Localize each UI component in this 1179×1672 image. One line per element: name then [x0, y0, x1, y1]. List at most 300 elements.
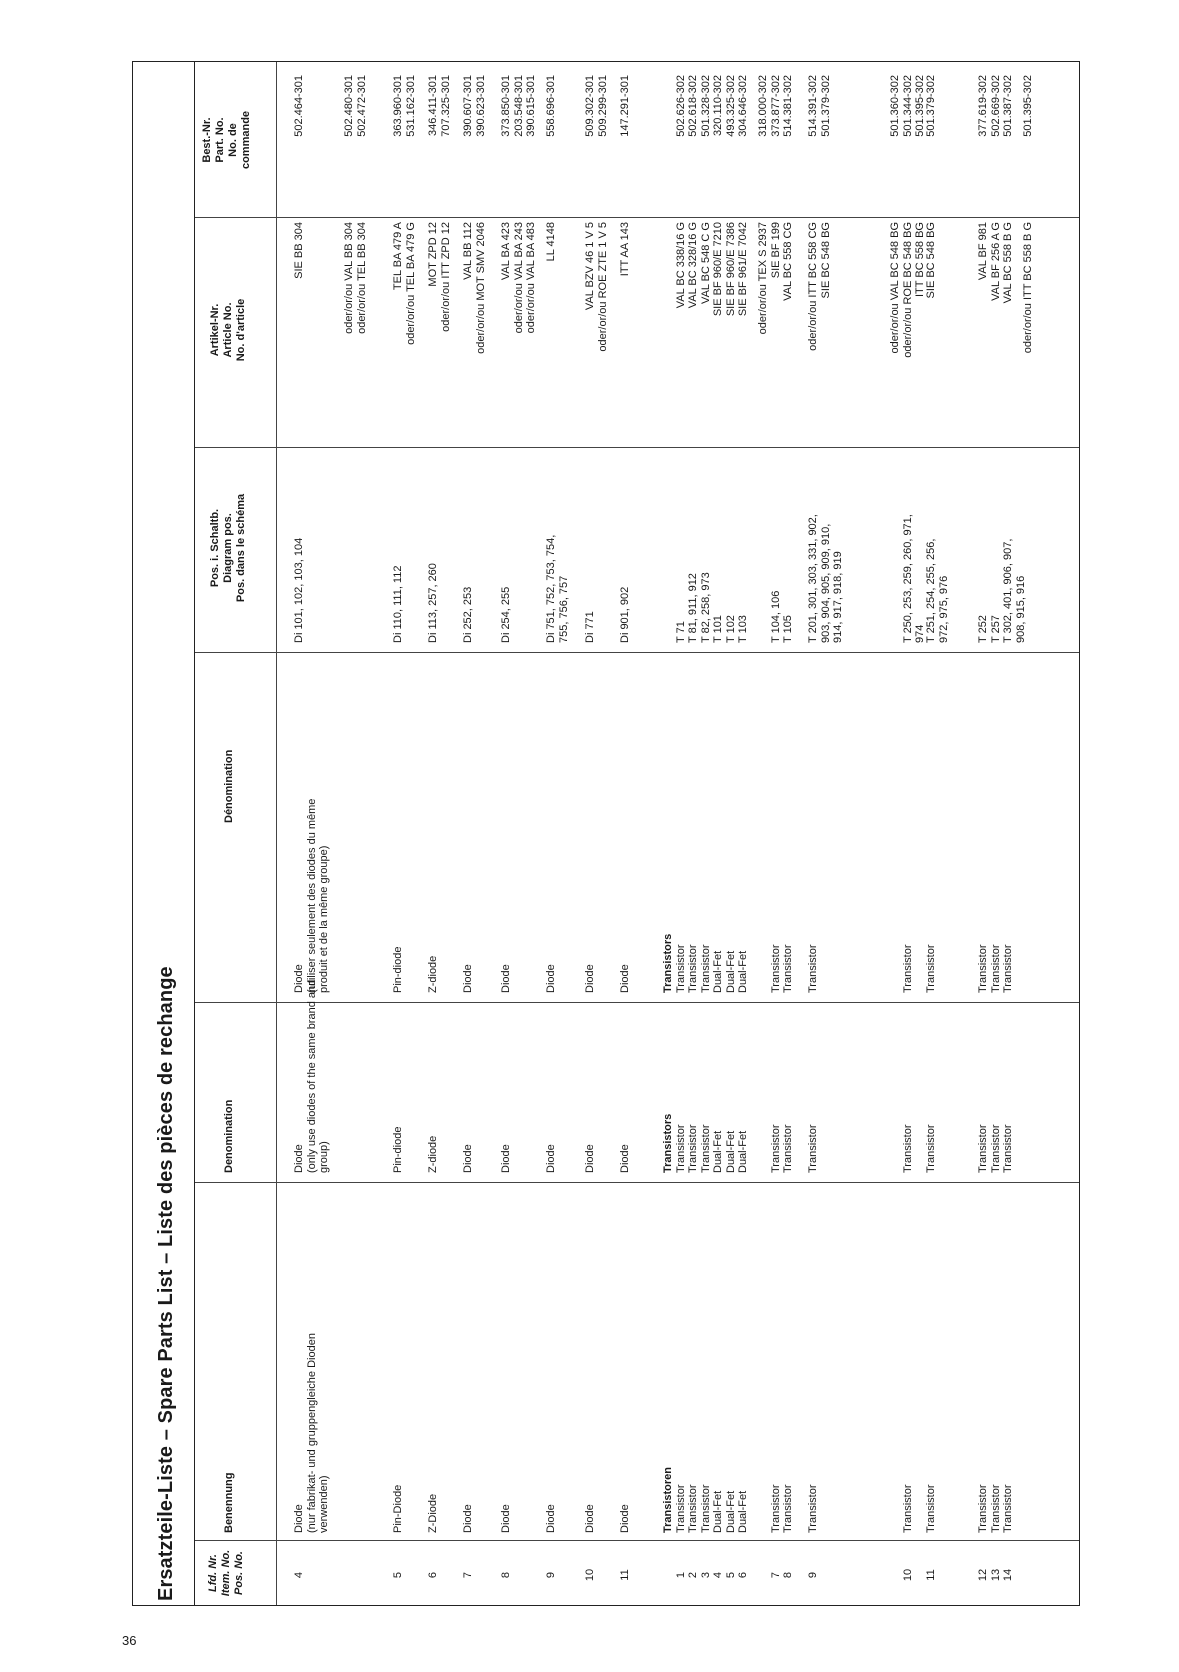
cell-line — [1022, 1555, 1035, 1595]
cell-line: 914, 917, 918, 919 — [832, 551, 844, 643]
cell-part-no — [1022, 75, 1035, 210]
cell-line: Diode — [545, 1144, 557, 1173]
cell-line: VAL BC 558 B G — [1002, 222, 1014, 304]
cell-line — [889, 1555, 902, 1595]
cell-line: SIE BF 199 — [769, 222, 782, 279]
cell-article-no — [584, 222, 609, 438]
cell-line: 377.619-302 — [977, 75, 989, 137]
cell-line: 502.464-301 — [293, 75, 305, 137]
cell-benennung — [1022, 1203, 1035, 1533]
cell-line: Di 901, 902 — [619, 586, 631, 643]
cell-line: Transistor — [782, 1124, 794, 1173]
cell-line: Pin-diode — [392, 1126, 404, 1173]
cell-line: 13 — [989, 1568, 1002, 1582]
cell-diagram-pos — [889, 443, 927, 643]
cell-line: Transistor — [807, 944, 819, 993]
header-benennung: Benennung — [223, 1472, 235, 1533]
cell-line: Z-Diode — [427, 1493, 439, 1533]
cell-denomination-fr — [500, 693, 513, 993]
cell-line: Di 252, 253 — [462, 586, 474, 643]
cell-article-no — [977, 222, 1015, 438]
cell-line: T 102 — [724, 615, 737, 643]
cell-line: SIE BB 304 — [293, 222, 305, 279]
cell-line: 502.480-301 — [343, 75, 355, 137]
cell-line: Transistoren — [662, 1466, 674, 1533]
cell-line: ITT AA 143 — [619, 222, 631, 277]
cell-denomination-fr — [662, 693, 750, 993]
cell-line: T 257 — [989, 615, 1002, 643]
cell-line: oder/or/ou VAL BB 304 — [343, 222, 355, 334]
cell-line: 346.411-301 — [427, 75, 439, 136]
cell-line: Di 751, 752, 753, 754, — [545, 534, 557, 643]
cell-article-no — [462, 222, 487, 438]
cell-line: ITT BC 558 BG — [914, 222, 926, 297]
cell-article-no — [807, 222, 832, 438]
cell-line: 501.360-302 — [889, 75, 901, 137]
cell-benennung — [619, 1203, 632, 1533]
cell-benennung — [584, 1203, 597, 1533]
cell-line: 755, 756, 757 — [557, 575, 570, 643]
cell-line: LL 4148 — [545, 222, 557, 262]
cell-line: oder/or/ou TEL BB 304 — [355, 222, 368, 334]
cell-line: Transistor — [699, 1484, 712, 1533]
cell-benennung — [662, 1203, 750, 1533]
cell-line: T 71 — [674, 621, 687, 643]
cell-line: Diode — [500, 1144, 512, 1173]
cell-line: 147.291-301 — [619, 75, 631, 137]
cell-line: Diode — [462, 1144, 474, 1173]
cell-line: oder/or/ou ITT BC 558 CG — [807, 222, 819, 351]
cell-line: Transistor — [687, 1484, 699, 1533]
cell-line: Dual-Fet — [724, 1490, 737, 1533]
cell-line: 493.325-302 — [724, 75, 737, 137]
cell-line: 6 — [427, 1571, 439, 1579]
cell-line: 318.000-302 — [757, 75, 769, 137]
cell-line: 558.696-301 — [545, 75, 557, 137]
cell-line: 390.607-301 — [462, 75, 474, 137]
cell-line: 10 — [901, 1568, 914, 1582]
cell-line: VAL BA 423 — [500, 222, 512, 281]
cell-line: 502.472-301 — [355, 75, 368, 137]
cell-line: Dual-Fet — [737, 950, 749, 993]
cell-denomination-fr — [584, 693, 597, 993]
cell-line: VAL BC 558 CG — [782, 222, 794, 301]
cell-line: Diode — [293, 964, 305, 993]
cell-line: T 104, 106 — [769, 590, 782, 643]
cell-part-no — [977, 75, 1015, 210]
page-title: Ersatzteile-Liste – Spare Parts List – Liste des pièces de rechange — [155, 966, 177, 1601]
cell-line: Transistor — [769, 944, 782, 993]
cell-line: 363.960-301 — [392, 75, 404, 137]
cell-part-no — [662, 75, 750, 210]
cell-line — [318, 222, 331, 438]
cell-line: 509.302-301 — [584, 75, 596, 137]
cell-item-no — [545, 1555, 558, 1595]
cell-line: T 250, 253, 259, 260, 971, — [901, 514, 914, 643]
cell-part-no — [500, 75, 538, 210]
cell-line: 390.623-301 — [474, 75, 487, 137]
cell-line: 320.110-302 — [712, 75, 724, 136]
cell-line: 373.850-301 — [500, 75, 512, 137]
cell-line: T 81, 911, 912 — [687, 573, 699, 643]
cell-line: 4 — [293, 1571, 305, 1579]
cell-line: 531.162-301 — [404, 75, 417, 137]
cell-item-no — [757, 1555, 795, 1595]
cell-line: 501.379-302 — [925, 75, 937, 137]
cell-line: Di 771 — [584, 611, 596, 643]
cell-article-no — [392, 222, 417, 438]
cell-diagram-pos — [584, 443, 597, 643]
cell-part-no — [462, 75, 487, 210]
cell-line: Dual-Fet — [737, 1130, 749, 1173]
cell-part-no — [807, 75, 832, 210]
cell-line: Diode — [584, 1504, 596, 1533]
cell-line: 501.395-302 — [1022, 75, 1034, 137]
cell-article-no — [293, 222, 368, 438]
cell-line: Dual-Fet — [712, 950, 724, 993]
cell-item-no — [584, 1555, 597, 1595]
cell-line: 514.381-302 — [782, 75, 794, 137]
cell-line: VAL BC 328/16 G — [687, 222, 699, 309]
cell-line — [662, 443, 675, 643]
cell-diagram-pos — [807, 443, 845, 643]
cell-denomination-fr — [925, 693, 938, 993]
cell-line — [306, 75, 319, 210]
cell-denomination-fr — [807, 693, 820, 993]
cell-article-no — [619, 222, 632, 438]
cell-article-no — [500, 222, 538, 438]
cell-denomination-fr — [757, 693, 795, 993]
cell-benennung — [977, 1203, 1015, 1533]
cell-line: T 252 — [977, 615, 989, 643]
cell-item-no — [925, 1555, 938, 1595]
cell-line: 501.328-302 — [699, 75, 712, 137]
cell-line: 304.646-302 — [737, 75, 749, 137]
cell-item-no — [500, 1555, 513, 1595]
cell-line: 707.325-301 — [439, 75, 452, 137]
cell-article-no — [427, 222, 452, 438]
cell-line: oder/or/ou TEX S 2937 — [757, 222, 769, 335]
cell-line: 10 — [584, 1568, 596, 1582]
cell-line: Transistor — [687, 944, 699, 993]
cell-line: oder/or/ou ITT BC 558 B G — [1022, 222, 1034, 354]
cell-line: Dual-Fet — [724, 950, 737, 993]
cell-line: Transistor — [925, 944, 937, 993]
cell-line: 11 — [925, 1569, 937, 1581]
cell-line: VAL BB 112 — [462, 222, 474, 280]
cell-line: 972, 975, 976 — [937, 575, 950, 643]
cell-line: 203.548-301 — [512, 75, 525, 137]
cell-line — [757, 1555, 770, 1595]
cell-line — [889, 693, 902, 993]
cell-benennung — [462, 1203, 475, 1533]
cell-article-no — [662, 222, 750, 438]
cell-diagram-pos — [977, 443, 1027, 643]
cell-line: SIE BC 548 BG — [925, 222, 937, 299]
cell-line: VAL BZV 46 1 V 5 — [584, 222, 596, 311]
cell-line: 501.379-302 — [819, 75, 832, 137]
cell-diagram-pos — [757, 443, 795, 643]
cell-line: Transistor — [901, 944, 914, 993]
cell-line — [662, 75, 675, 210]
cell-line: VAL BF 256 A G — [989, 222, 1002, 301]
cell-line — [662, 222, 675, 438]
page-number: 36 — [122, 1633, 137, 1648]
cell-line: 6 — [737, 1571, 749, 1579]
cell-article-no — [757, 222, 795, 438]
cell-benennung — [293, 1203, 331, 1533]
cell-line — [757, 443, 770, 643]
cell-line: Diode — [545, 964, 557, 993]
cell-line: Diode — [500, 1504, 512, 1533]
cell-line: T 103 — [737, 615, 749, 643]
cell-benennung — [889, 1203, 914, 1533]
cell-diagram-pos — [500, 443, 513, 643]
cell-line: oder/or/ou MOT SMV 2046 — [474, 222, 487, 354]
cell-line: T 251, 254, 255, 256, — [925, 538, 937, 643]
cell-line: 9 — [807, 1571, 819, 1579]
cell-line: Transistor — [1002, 1124, 1014, 1173]
cell-line: 514.391-302 — [807, 75, 819, 137]
cell-line: (utiliser seulement des diodes du même — [305, 798, 318, 993]
cell-line: Transistor — [925, 1124, 937, 1173]
cell-line: SIE BF 960/E 7210 — [712, 222, 724, 317]
cell-line — [318, 75, 331, 210]
cell-line: 974 — [914, 624, 926, 643]
cell-denomination-fr — [427, 693, 440, 993]
cell-line: 501.344-302 — [901, 75, 914, 137]
cell-part-no — [427, 75, 452, 210]
cell-denomination-fr — [293, 693, 331, 993]
cell-item-no — [977, 1555, 1015, 1595]
cell-line: Transistor — [674, 944, 687, 993]
cell-line: Z-diode — [427, 1135, 439, 1173]
cell-item-no — [392, 1555, 405, 1595]
header-denomination-fr: Dénomination — [223, 749, 235, 823]
cell-line: VAL BF 981 — [977, 222, 989, 281]
cell-line: group) — [318, 1141, 330, 1173]
cell-line: Transistor — [699, 944, 712, 993]
cell-line: 8 — [500, 1571, 512, 1579]
table-body — [277, 62, 1079, 1605]
cell-denomination-fr — [462, 693, 475, 993]
cell-part-no — [925, 75, 938, 210]
cell-line: Transistor — [782, 1484, 794, 1533]
cell-line: Diode — [462, 964, 474, 993]
cell-line: Transistor — [977, 1484, 989, 1533]
cell-line: 2 — [687, 1571, 699, 1579]
cell-line: 3 — [699, 1571, 712, 1579]
cell-line: SIE BC 548 BG — [819, 222, 832, 299]
cell-diagram-pos — [925, 443, 950, 643]
cell-line: Z-diode — [427, 955, 439, 993]
cell-line: Diode — [462, 1504, 474, 1533]
cell-line — [662, 1555, 675, 1595]
cell-line: verwenden) — [318, 1475, 330, 1533]
cell-line — [331, 222, 344, 438]
cell-line: 8 — [782, 1571, 794, 1579]
cell-item-no — [807, 1555, 820, 1595]
cell-line: TEL BA 479 A — [392, 222, 404, 291]
cell-line: Di 101, 102, 103, 104 — [293, 537, 305, 643]
cell-line — [889, 1203, 902, 1533]
cell-line: Di 113, 257, 260 — [427, 563, 439, 643]
cell-line: 5 — [724, 1571, 737, 1579]
cell-line: 390.615-301 — [525, 75, 537, 137]
cell-diagram-pos — [1022, 443, 1035, 643]
cell-line: Transistor — [769, 1124, 782, 1173]
cell-line — [1022, 693, 1035, 993]
cell-line: Diode — [584, 1144, 596, 1173]
header-part-no: Best.-Nr. Part. No. No. de commande — [201, 110, 252, 170]
cell-line: Transistor — [674, 1484, 687, 1533]
cell-line: Pin-diode — [392, 946, 404, 993]
cell-denomination-fr — [545, 693, 558, 993]
cell-line — [331, 75, 344, 210]
header-item-no: Lfd. Nr. Item. No. Pos. No. — [207, 1549, 245, 1597]
cell-part-no — [889, 75, 927, 210]
cell-line: T 105 — [782, 615, 794, 643]
cell-denomination-fr — [977, 693, 1015, 993]
cell-line: oder/or/ou ROE BC 548 BG — [901, 222, 914, 358]
cell-line: Diode — [619, 1144, 631, 1173]
cell-denomination-fr — [619, 693, 632, 993]
cell-line: oder/or/ou VAL BA 483 — [525, 222, 537, 334]
cell-line: T 201, 301, 303, 331, 902, — [807, 514, 819, 643]
cell-denomination-fr — [392, 693, 405, 993]
cell-line: Transistor — [674, 1124, 687, 1173]
cell-part-no — [619, 75, 632, 210]
cell-line — [1022, 1203, 1035, 1533]
cell-line — [889, 443, 902, 643]
cell-benennung — [392, 1203, 405, 1533]
cell-line: Transistor — [901, 1484, 914, 1533]
cell-line: 4 — [712, 1571, 724, 1579]
cell-line: Diode — [293, 1504, 305, 1533]
cell-line: Transistor — [699, 1124, 712, 1173]
cell-line: 501.395-302 — [914, 75, 926, 137]
cell-line: Diode — [500, 964, 512, 993]
cell-line: Transistor — [925, 1484, 937, 1533]
cell-line: Transistor — [977, 944, 989, 993]
cell-line: Transistor — [769, 1484, 782, 1533]
cell-line: SIE BF 961/E 7042 — [737, 222, 749, 317]
cell-item-no — [1022, 1555, 1035, 1595]
cell-line: oder/or/ou ROE ZTE 1 V 5 — [596, 222, 609, 352]
cell-line: 502.669-302 — [989, 75, 1002, 137]
cell-line: Dual-Fet — [724, 1130, 737, 1173]
cell-line: oder/or/ou VAL BA 243 — [512, 222, 525, 334]
cell-line: oder/or/ou VAL BC 548 BG — [889, 222, 901, 354]
cell-benennung — [807, 1203, 820, 1533]
cell-line: Pin-Diode — [392, 1484, 404, 1533]
cell-denomination-fr — [1022, 693, 1035, 993]
cell-line: produit et de la même groupe) — [318, 845, 330, 993]
cell-diagram-pos — [392, 443, 405, 643]
cell-diagram-pos — [619, 443, 632, 643]
cell-line: Transistor — [989, 1124, 1002, 1173]
cell-line: 502.618-302 — [687, 75, 699, 137]
cell-benennung — [757, 1203, 795, 1533]
cell-line: (only use diodes of the same brand and — [305, 979, 318, 1173]
cell-line: VAL BC 338/16 G — [674, 222, 687, 309]
cell-line: 11 — [619, 1569, 631, 1581]
cell-line: SIE BF 960/E 7386 — [724, 222, 737, 317]
cell-diagram-pos — [662, 443, 750, 643]
cell-line: Transistor — [687, 1124, 699, 1173]
cell-line: 9 — [545, 1571, 557, 1579]
cell-line: Dual-Fet — [737, 1490, 749, 1533]
title-band — [133, 62, 195, 1605]
cell-line: Di 254, 255 — [500, 586, 512, 643]
cell-line: Di 110, 111, 112 — [392, 565, 404, 643]
cell-line — [757, 693, 770, 993]
header-article-no: Artikel-Nr. Article No. No. d'article — [209, 298, 247, 362]
cell-diagram-pos — [293, 443, 306, 643]
cell-item-no — [619, 1555, 632, 1595]
cell-line: oder/or/ou TEL BA 479 G — [404, 222, 417, 345]
cell-line: Transistor — [807, 1484, 819, 1533]
cell-article-no — [545, 222, 558, 438]
cell-part-no — [584, 75, 609, 210]
cell-line: 7 — [769, 1571, 782, 1579]
cell-line: Diode — [293, 1144, 305, 1173]
cell-article-no — [1022, 222, 1035, 438]
cell-line — [306, 222, 319, 438]
header-denomination-en: Denomination — [223, 1099, 235, 1173]
cell-denomination-fr — [889, 693, 914, 993]
cell-line: 7 — [462, 1571, 474, 1579]
cell-article-no — [889, 222, 927, 438]
cell-item-no — [427, 1555, 440, 1595]
cell-item-no — [462, 1555, 475, 1595]
header-diagram-pos: Pos. i. Schaltb. Diagram pos. Pos. dans le schéma — [209, 493, 247, 603]
cell-line: 14 — [1002, 1568, 1014, 1582]
cell-line: Diode — [545, 1504, 557, 1533]
cell-line: Transistor — [782, 944, 794, 993]
cell-benennung — [925, 1203, 938, 1533]
cell-line: Dual-Fet — [712, 1490, 724, 1533]
cell-line: oder/or/ou ITT ZPD 12 — [439, 222, 452, 332]
cell-line: T 101 — [712, 615, 724, 643]
cell-item-no — [662, 1555, 750, 1595]
cell-line: 5 — [392, 1571, 404, 1579]
cell-line: 908, 915, 916 — [1014, 575, 1027, 643]
cell-line: 12 — [977, 1568, 989, 1582]
cell-part-no — [757, 75, 795, 210]
cell-line: 373.877-302 — [769, 75, 782, 137]
cell-line: Diode — [619, 964, 631, 993]
cell-line: Transistor — [901, 1124, 914, 1173]
cell-part-no — [545, 75, 558, 210]
cell-line: Transistor — [1002, 944, 1014, 993]
cell-line: Transistor — [989, 944, 1002, 993]
cell-line: Transistors — [662, 933, 674, 993]
cell-item-no — [293, 1555, 306, 1595]
cell-line: 1 — [674, 1571, 687, 1579]
cell-item-no — [889, 1555, 914, 1595]
cell-line: 501.387-302 — [1002, 75, 1014, 137]
spare-parts-sheet — [132, 61, 1080, 1606]
cell-line: Transistors — [662, 1113, 674, 1173]
cell-diagram-pos — [462, 443, 475, 643]
cell-article-no — [925, 222, 938, 438]
cell-benennung — [500, 1203, 513, 1533]
cell-line: Diode — [619, 1504, 631, 1533]
cell-benennung — [545, 1203, 558, 1533]
cell-line: VAL BC 548 C G — [699, 222, 712, 304]
cell-line — [757, 1203, 770, 1533]
